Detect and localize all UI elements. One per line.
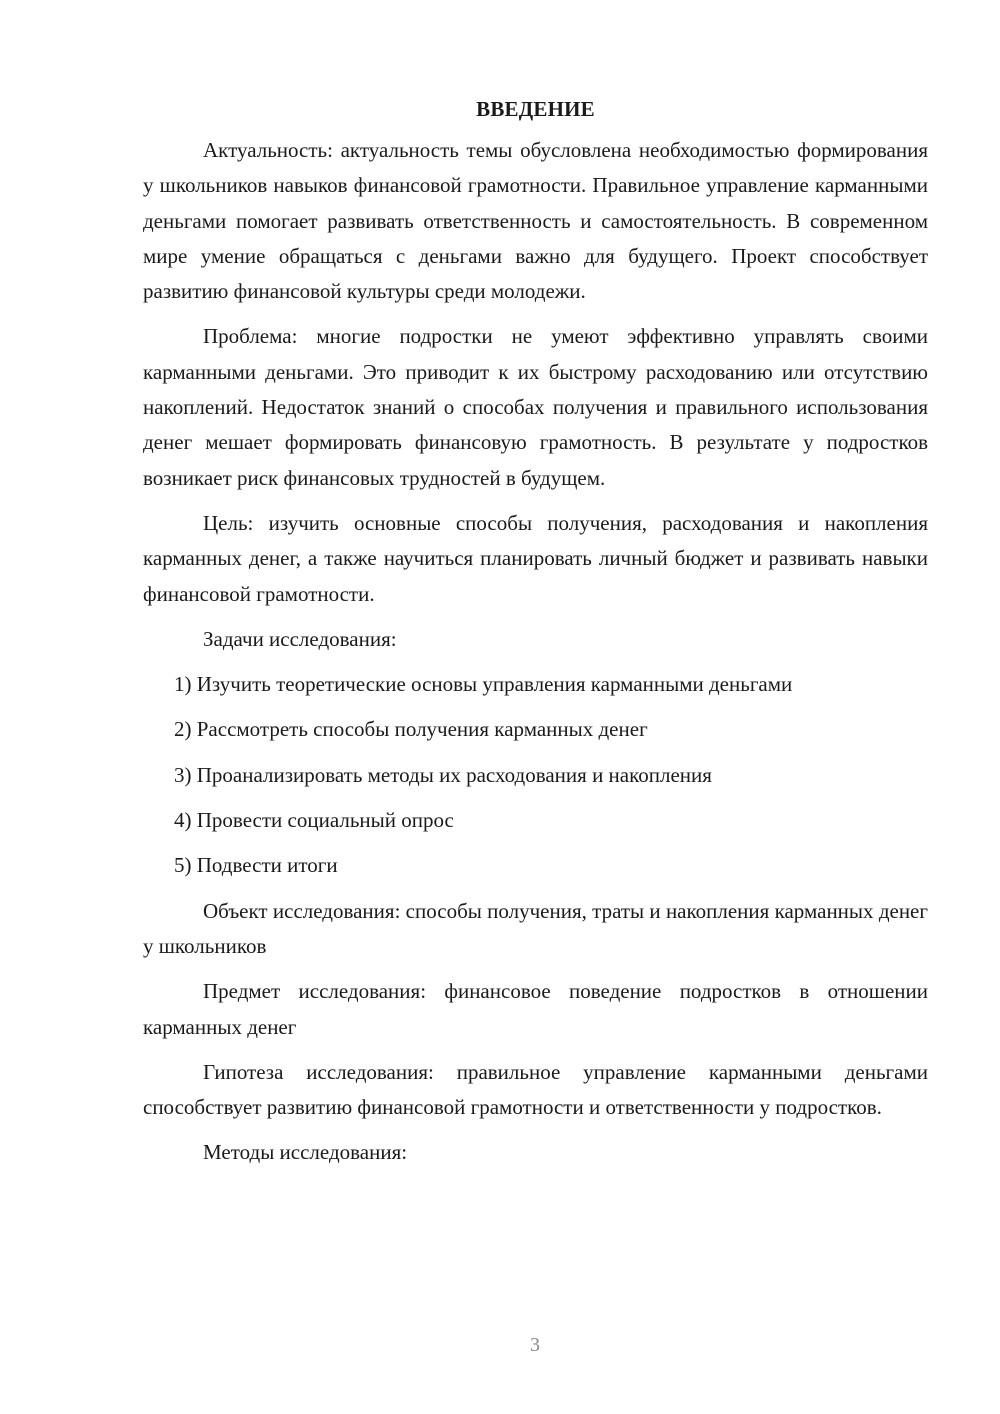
task-item: 4) Провести социальный опрос	[174, 808, 454, 833]
page-title: ВВЕДЕНИЕ	[476, 97, 595, 121]
document-page	[143, 92, 928, 1181]
task-item: 3) Проанализировать методы их расходования и накопления	[174, 762, 712, 787]
methods-heading: Методы исследования:	[203, 1140, 408, 1165]
goal-paragraph: Цель: изучить основные способы получения, расходования и накопления карманных денег, а также научиться планировать личный бюджет и развивать навыки финансовой грамотности.	[143, 510, 928, 606]
task-item: 1) Изучить теоретические основы управления карманными деньгами	[174, 672, 793, 697]
task-item: 5) Подвести итоги	[174, 853, 338, 878]
object-paragraph: Объект исследования: способы получения, траты и накопления карманных денег у школьников	[143, 898, 928, 958]
tasks-heading: Задачи исследования:	[203, 626, 397, 651]
tasks-list	[143, 667, 928, 883]
subject-paragraph: Предмет исследования: финансовое поведение подростков в отношении карманных денег	[143, 979, 928, 1039]
hypothesis-paragraph: Гипотеза исследования: правильное управление карманными деньгами способствует развитию финансовой грамотности и ответственности у подростков.	[143, 1059, 928, 1120]
problem-paragraph: Проблема: многие подростки не умеют эффективно управлять своими карманными деньгами. Это приводит к их быстрому расходованию или отсутствию накоплений. Недостаток знаний о способах получения и правильного использования денег мешает формировать финансовую грамотность. В результате у подростков возникает риск финансовых трудностей в будущем.	[143, 324, 928, 490]
relevance-paragraph: Актуальность: актуальность темы обусловлена необходимостью формирования у школьников навыков финансовой грамотности. Правильное управление карманными деньгами помогает развивать ответственность и самостоятельность. В современном мире умение обращаться с деньгами важно для будущего. Проект способствует развитию финансовой культуры среди молодежи.	[143, 138, 928, 304]
task-item: 2) Рассмотреть способы получения карманных денег	[174, 717, 648, 742]
page-number: 3	[530, 1334, 540, 1356]
